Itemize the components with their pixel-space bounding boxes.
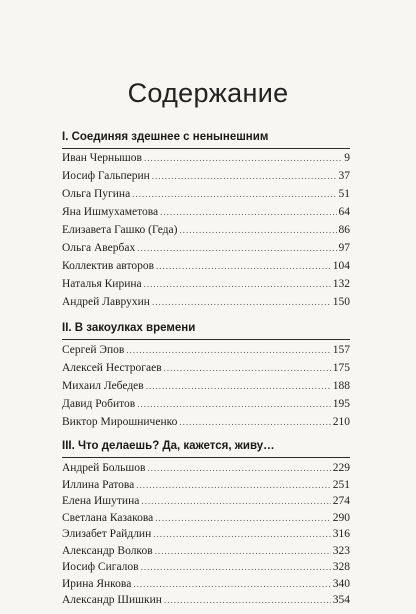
dot-leader: [144, 279, 331, 289]
dot-leader: [137, 243, 336, 253]
entry-author: Елизавета Гашко (Геда): [62, 224, 178, 236]
entry-page-number: 64: [338, 206, 350, 218]
entry-page-number: 51: [338, 188, 350, 200]
dot-leader: [164, 595, 331, 605]
dot-leader: [179, 225, 336, 235]
section-title: III. Что делаешь? Да, кажется, живу…: [62, 440, 275, 452]
dot-leader: [146, 381, 331, 391]
toc-entry: [62, 398, 350, 416]
dot-leader: [126, 345, 330, 355]
entry-page-number: 229: [332, 462, 350, 474]
entry-page-number: 195: [332, 398, 350, 410]
toc-entry: [62, 260, 350, 278]
entry-author: Наталья Кирина: [62, 278, 142, 290]
entry-page-number: 150: [332, 296, 350, 308]
dot-leader: [152, 297, 331, 307]
toc-entry: [62, 416, 350, 434]
toc-entry: [62, 380, 350, 398]
toc-entry: [62, 561, 350, 579]
dot-leader: [144, 153, 342, 163]
toc-entry: [62, 479, 350, 497]
toc-entry: [62, 495, 350, 513]
dot-leader: [179, 417, 330, 427]
section-title: I. Соединяя здешнее с ненынешним: [62, 131, 269, 143]
dot-leader: [155, 546, 331, 556]
entry-page-number: 290: [332, 511, 350, 524]
entry-author: Элизабет Райдлин: [62, 528, 152, 540]
entry-page-number: 175: [332, 362, 350, 374]
toc-entry: [62, 344, 350, 362]
section-title: II. В закоулках времени: [62, 322, 196, 334]
dot-leader: [141, 562, 331, 572]
section-divider: [62, 457, 350, 458]
dot-leader: [164, 363, 331, 373]
entry-page-number: 9: [344, 152, 350, 164]
entry-author: Яна Ишмухаметова: [62, 206, 159, 218]
entry-author: Андрей Большов: [62, 462, 146, 474]
entry-author: Ирина Янкова: [62, 577, 132, 590]
entry-author: Ольга Авербах: [62, 242, 136, 254]
entry-page-number: 157: [332, 344, 350, 356]
entry-author: Михаил Лебедев: [62, 380, 144, 392]
entry-page-number: 328: [332, 561, 350, 573]
dot-leader: [156, 261, 331, 271]
entry-page-number: 323: [332, 544, 350, 557]
toc-entry: [62, 462, 350, 480]
toc-entry: [62, 296, 350, 314]
section-divider: [62, 339, 350, 340]
toc-entry: [62, 512, 350, 530]
entry-page-number: 86: [338, 224, 350, 236]
dot-leader: [132, 189, 336, 199]
entry-page-number: 188: [332, 380, 350, 392]
section-divider: [62, 148, 350, 149]
entry-author: Давид Робитов: [62, 398, 136, 410]
entry-author: Сергей Эпов: [62, 344, 125, 356]
entry-author: Коллектив авторов: [62, 260, 154, 272]
entry-author: Иллина Ратова: [62, 478, 135, 491]
dot-leader: [136, 480, 330, 490]
entry-author: Алексей Нестрогаев: [62, 362, 162, 374]
entry-author: Елена Ишутина: [62, 495, 140, 507]
dot-leader: [152, 171, 337, 181]
entry-author: Светлана Казакова: [62, 511, 154, 524]
entry-author: Ольга Пугина: [62, 188, 131, 200]
page-title: Содержание: [127, 78, 289, 108]
dot-leader: [147, 463, 330, 473]
dot-leader: [160, 207, 336, 217]
entry-page-number: 354: [332, 594, 350, 606]
dot-leader: [141, 496, 330, 506]
entry-page-number: 97: [338, 242, 350, 254]
entry-page-number: 210: [332, 416, 350, 428]
dot-leader: [133, 579, 330, 589]
entry-page-number: 104: [332, 260, 350, 272]
dot-leader: [153, 529, 331, 539]
entry-author: Иосиф Гальперин: [62, 170, 150, 182]
toc-entry: [62, 188, 350, 206]
entry-page-number: 37: [338, 170, 350, 182]
entry-page-number: 251: [332, 478, 350, 491]
entry-author: Андрей Лаврухин: [62, 296, 150, 308]
toc-entry: [62, 278, 350, 296]
toc-entry: [62, 528, 350, 546]
dot-leader: [137, 399, 331, 409]
toc-entry: [62, 224, 350, 242]
entry-page-number: 274: [332, 495, 350, 507]
toc-entry: [62, 242, 350, 260]
entry-author: Виктор Мирошниченко: [62, 416, 178, 428]
toc-entry: [62, 578, 350, 596]
toc-entry: [62, 594, 350, 612]
dot-leader: [155, 513, 330, 523]
toc-entry: [62, 206, 350, 224]
entry-author: Александр Шишкин: [62, 594, 162, 606]
entry-author: Иван Чернышов: [62, 152, 142, 164]
toc-entry: [62, 152, 350, 170]
toc-entry: [62, 545, 350, 563]
toc-entry: [62, 170, 350, 188]
entry-page-number: 316: [332, 528, 350, 540]
entry-author: Александр Волков: [62, 544, 153, 557]
toc-entry: [62, 362, 350, 380]
entry-author: Иосиф Сигалов: [62, 561, 139, 573]
entry-page-number: 340: [332, 577, 350, 590]
entry-page-number: 132: [332, 278, 350, 290]
